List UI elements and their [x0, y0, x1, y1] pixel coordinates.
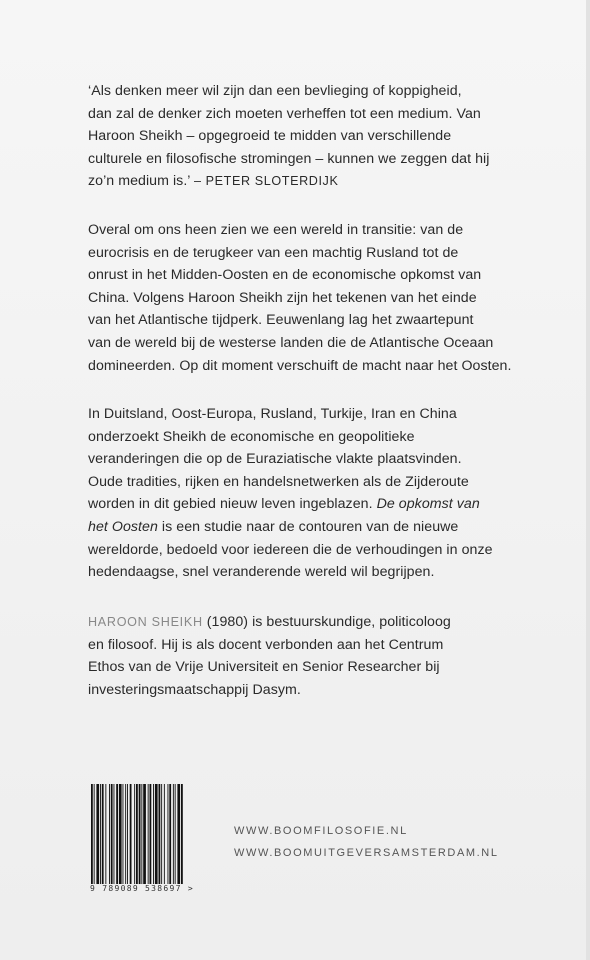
paragraph-line: onderzoekt Sheikh de economische en geopolitieke	[88, 428, 415, 445]
barcode-bar	[168, 784, 169, 884]
barcode-bar	[127, 784, 128, 884]
barcode-bar	[136, 784, 138, 884]
paragraph-line: Oude tradities, rijken en handelsnetwerken als de Zijderoute	[88, 473, 469, 490]
bio-line: en filosoof. Hij is als docent verbonden aan het Centrum	[88, 636, 444, 653]
barcode-bar	[181, 784, 183, 884]
barcode-bar	[116, 784, 118, 884]
boomuitgevers-link[interactable]: WWW.BOOMUITGEVERSAMSTERDAM.NL	[234, 847, 499, 859]
paragraph-line: China. Volgens Haroon Sheikh zijn het tekenen van het einde	[88, 289, 477, 306]
author-name: HAROON SHEIKH	[88, 615, 203, 629]
paragraph-line: onrust in het Midden-Oosten en de economische opkomst van	[88, 267, 482, 284]
barcode-bar	[159, 784, 161, 884]
barcode-bar	[123, 784, 124, 884]
quote-attribution: – PETER SLOTERDIJK	[193, 174, 339, 189]
quote-line-last	[88, 170, 568, 193]
barcode-bar	[153, 784, 154, 884]
barcode-bar	[102, 784, 104, 884]
paragraph-line: In Duitsland, Oost-Europa, Rusland, Turkije, Iran en China	[88, 406, 457, 422]
barcode-bar	[109, 784, 110, 884]
paragraph-line	[88, 516, 568, 539]
bio-line	[88, 611, 568, 634]
barcode-bar	[155, 784, 158, 884]
barcode-bar	[105, 784, 106, 884]
quote-line: dan zal de denker zich moeten verheffen tot een medium. Van	[88, 105, 481, 122]
barcode-bar	[111, 784, 113, 884]
quote-line: culturele en filosofische stromingen – kunnen we zeggen dat hij	[88, 150, 490, 167]
barcode-bar	[173, 784, 174, 884]
barcode-bar	[150, 784, 152, 884]
description-paragraph-1	[88, 219, 568, 377]
book-title-italic: het Oosten	[88, 518, 158, 535]
barcode-bar	[164, 784, 165, 884]
barcode-bar	[143, 784, 146, 884]
author-bio	[88, 611, 568, 701]
barcode-bar	[114, 784, 115, 884]
paragraph-line: veranderingen die op de Euraziatische vlakte plaatsvinden.	[88, 451, 462, 468]
barcode-bar	[100, 784, 101, 884]
paragraph-line: wereldorde, bedoeld voor iedereen die de verhoudingen in onze	[88, 541, 493, 558]
publisher-links	[234, 820, 499, 864]
barcode-bar	[141, 784, 142, 884]
quote-line: ‘Als denken meer wil zijn dan een bevlieging of koppigheid,	[88, 83, 462, 99]
isbn-number: 9 789089 538697 >	[90, 884, 194, 893]
paragraph-line: domineerden. Op dit moment verschuift de macht naar het Oosten.	[88, 357, 512, 374]
barcode-bar	[125, 784, 126, 884]
bio-line: Ethos van de Vrije Universiteit en Senior Researcher bij	[88, 659, 440, 676]
bio-line: investeringsmaatschappij Dasym.	[88, 681, 301, 698]
quote-line: Haroon Sheikh – opgegroeid te midden van verschillende	[88, 128, 452, 145]
barcode-bar	[94, 784, 95, 884]
book-title-italic: De opkomst van	[376, 496, 480, 513]
endorsement-quote	[88, 80, 568, 193]
paragraph-line: van de wereld bij de westerse landen die de Atlantische Oceaan	[88, 334, 494, 351]
paragraph-text: worden in dit gebied nieuw leven ingeblazen.	[88, 496, 373, 513]
paragraph-text: is een studie naar de contouren van de nieuwe	[161, 518, 459, 535]
bio-text: (1980) is bestuurskundige, politicoloog	[206, 614, 451, 630]
barcode-bar	[134, 784, 135, 884]
isbn-barcode	[90, 784, 214, 884]
barcode-bar	[119, 784, 122, 884]
cover-edge	[586, 0, 590, 960]
description-paragraph-2	[88, 403, 568, 584]
barcode-bar	[96, 784, 99, 884]
paragraph-line: hedendaagse, snel veranderende wereld wil begrijpen.	[88, 564, 435, 581]
barcode-bar	[175, 784, 176, 884]
barcode-bar	[169, 784, 171, 884]
paragraph-line: eurocrisis en de terugkeer van een machtig Rusland tot de	[88, 244, 459, 261]
barcode-bar	[130, 784, 132, 884]
paragraph-line: van het Atlantische tijdperk. Eeuwenlang lag het zwaartepunt	[88, 312, 474, 329]
barcode-bar	[161, 784, 162, 884]
barcode-bar	[177, 784, 180, 884]
barcode-bar	[91, 784, 93, 884]
barcode-bar	[139, 784, 141, 884]
barcode-bar	[148, 784, 149, 884]
barcode-graphic	[90, 784, 214, 884]
quote-line: zo’n medium is.’	[88, 173, 190, 190]
paragraph-line	[88, 493, 568, 516]
boomfilosofie-link[interactable]: WWW.BOOMFILOSOFIE.NL	[234, 825, 408, 837]
paragraph-line: Overal om ons heen zien we een wereld in transitie: van de	[88, 222, 464, 238]
